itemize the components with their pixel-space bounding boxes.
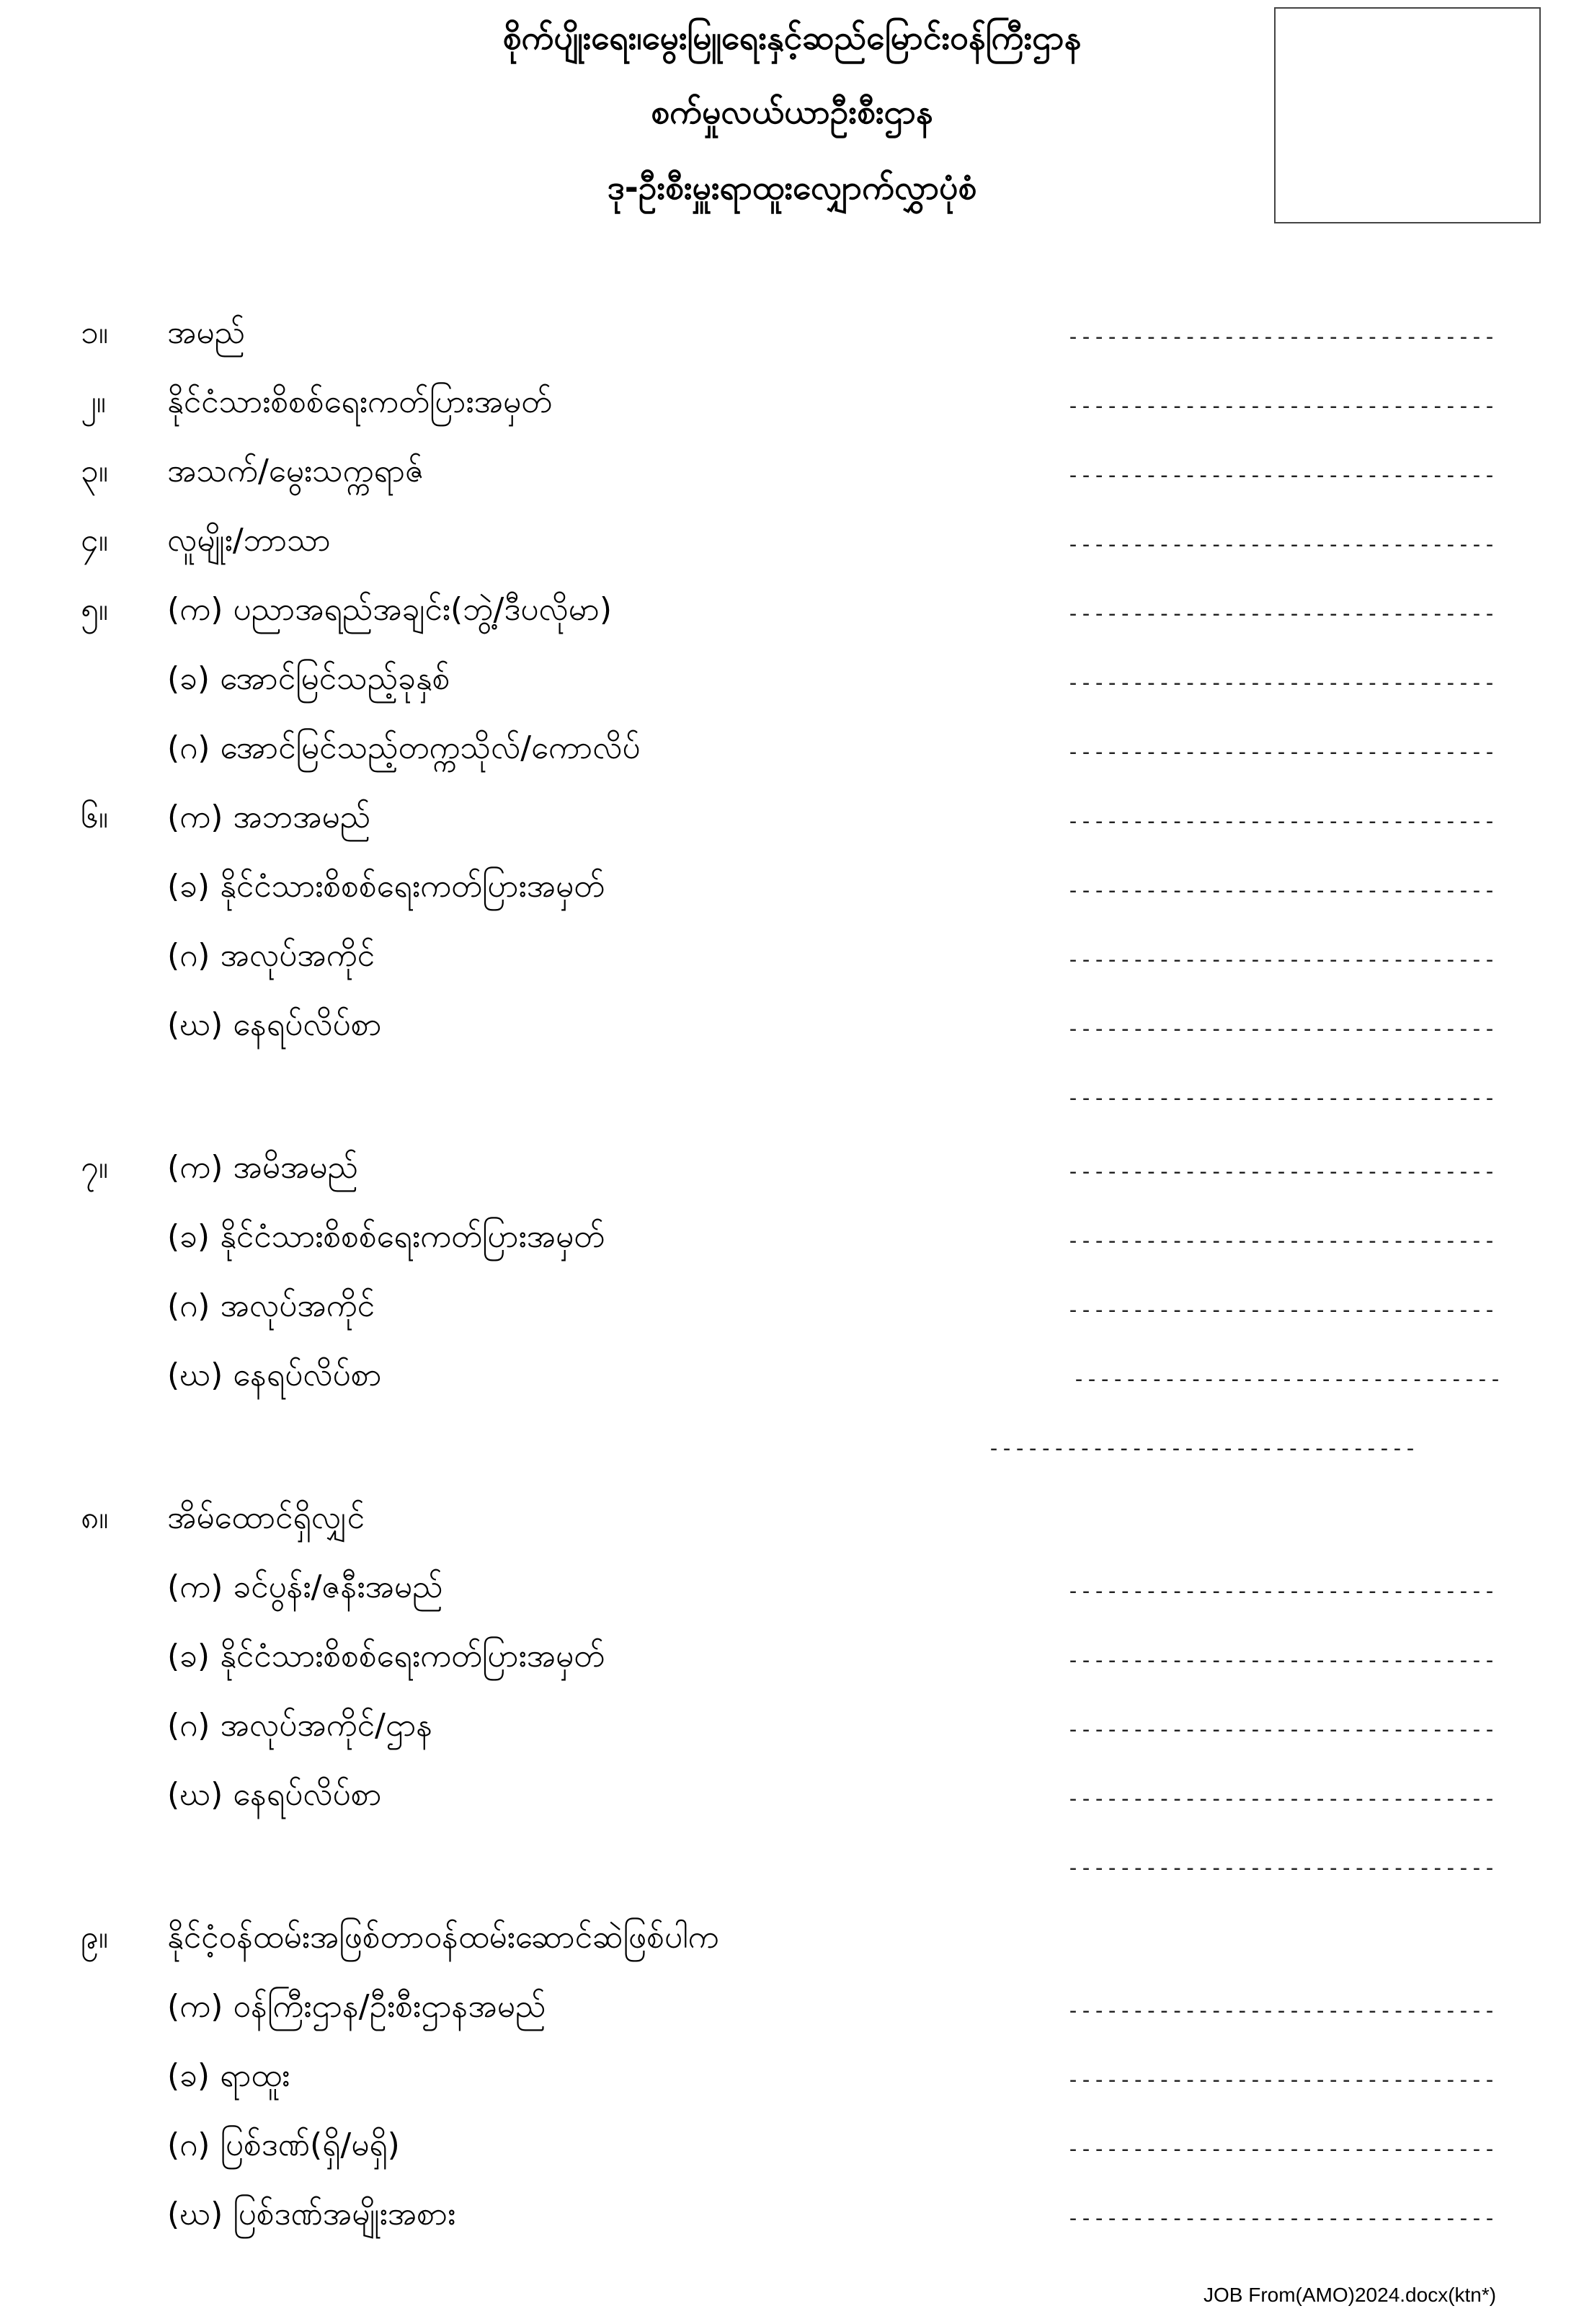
field-father-occupation[interactable]: --------------------------------- bbox=[1067, 947, 1497, 972]
field-ministry-department[interactable]: --------------------------------- bbox=[1067, 1998, 1497, 2023]
item-number-7: ၇။ bbox=[81, 1149, 109, 1186]
label-penalty: (ဂ) ပြစ်ဒဏ်(ရှိ/မရှိ) bbox=[167, 2126, 400, 2163]
field-education[interactable]: --------------------------------- bbox=[1067, 601, 1497, 626]
field-father-address-line2[interactable]: --------------------------------- bbox=[1067, 1086, 1497, 1111]
label-mother-occupation: (ဂ) အလုပ်အကိုင် bbox=[167, 1287, 375, 1324]
footer-filename: JOB From(AMO)2024.docx(ktn*) bbox=[1203, 2284, 1497, 2306]
field-spouse-address-line2[interactable]: --------------------------------- bbox=[1067, 1855, 1497, 1881]
label-race-religion: လူမျိုး/ဘာသာ bbox=[167, 522, 331, 559]
label-position: (ခ) ရာထူး bbox=[167, 2057, 290, 2094]
label-penalty-type: (ဃ) ပြစ်ဒဏ်အမျိုးအစား bbox=[167, 2196, 456, 2232]
label-father-nrc: (ခ) နိုင်ငံသားစိစစ်ရေးကတ်ပြားအမှတ် bbox=[167, 868, 605, 905]
label-nrc: နိုင်ငံသားစိစစ်ရေးကတ်ပြားအမှတ် bbox=[167, 383, 552, 420]
field-father-address[interactable]: --------------------------------- bbox=[1067, 1016, 1497, 1042]
item-number-2: ၂။ bbox=[81, 383, 106, 420]
label-age-dob: အသက်/မွေးသက္ကရာဇ် bbox=[167, 453, 424, 489]
label-civil-servant: နိုင်ငံ့ဝန်ထမ်းအဖြစ်တာဝန်ထမ်းဆောင်ဆဲဖြစ်ပါက bbox=[167, 1919, 719, 1956]
field-position[interactable]: --------------------------------- bbox=[1067, 2067, 1497, 2093]
item-number-6: ၆။ bbox=[81, 799, 109, 835]
label-name: အမည် bbox=[167, 314, 246, 351]
field-father-nrc[interactable]: --------------------------------- bbox=[1067, 878, 1497, 903]
label-father-address: (ဃ) နေရပ်လိပ်စာ bbox=[167, 1006, 382, 1043]
field-nrc[interactable]: --------------------------------- bbox=[1067, 394, 1497, 419]
item-number-1: ၁။ bbox=[81, 314, 109, 351]
field-mother-name[interactable]: --------------------------------- bbox=[1067, 1159, 1497, 1184]
item-number-9: ၉။ bbox=[81, 1919, 109, 1956]
label-father-occupation: (ဂ) အလုပ်အကိုင် bbox=[167, 937, 375, 974]
field-mother-address-line2[interactable]: --------------------------------- bbox=[987, 1436, 1418, 1461]
field-spouse-name[interactable]: --------------------------------- bbox=[1067, 1579, 1497, 1604]
field-mother-address[interactable]: --------------------------------- bbox=[1072, 1367, 1503, 1392]
field-spouse-occupation[interactable]: --------------------------------- bbox=[1067, 1717, 1497, 1742]
item-number-8: ၈။ bbox=[81, 1499, 109, 1536]
form-title: ဒု-ဦးစီးမှူးရာထူးလျှောက်လွှာပုံစံ bbox=[607, 168, 977, 207]
label-mother-name: (က) အမိအမည် bbox=[167, 1149, 358, 1186]
field-mother-occupation[interactable]: --------------------------------- bbox=[1067, 1298, 1497, 1323]
label-spouse-address: (ဃ) နေရပ်လိပ်စာ bbox=[167, 1776, 382, 1813]
field-father-name[interactable]: --------------------------------- bbox=[1067, 809, 1497, 834]
item-number-3: ၃။ bbox=[81, 453, 109, 489]
label-ministry-department: (က) ဝန်ကြီးဌာန/ဦးစီးဌာနအမည် bbox=[167, 1988, 546, 2025]
field-age-dob[interactable]: --------------------------------- bbox=[1067, 463, 1497, 488]
field-university[interactable]: --------------------------------- bbox=[1067, 740, 1497, 765]
item-number-5: ၅။ bbox=[81, 591, 109, 628]
field-penalty[interactable]: --------------------------------- bbox=[1067, 2137, 1497, 2162]
label-education: (က) ပညာအရည်အချင်း(ဘွဲ့/ဒီပလိုမာ) bbox=[167, 591, 613, 628]
field-spouse-address[interactable]: --------------------------------- bbox=[1067, 1786, 1497, 1811]
field-spouse-nrc[interactable]: --------------------------------- bbox=[1067, 1648, 1497, 1673]
field-name[interactable]: --------------------------------- bbox=[1067, 324, 1497, 350]
label-if-married: အိမ်ထောင်ရှိလျှင် bbox=[167, 1499, 365, 1536]
field-penalty-type[interactable]: --------------------------------- bbox=[1067, 2206, 1497, 2231]
label-mother-address: (ဃ) နေရပ်လိပ်စာ bbox=[167, 1357, 382, 1393]
label-mother-nrc: (ခ) နိုင်ငံသားစိစစ်ရေးကတ်ပြားအမှတ် bbox=[167, 1218, 605, 1255]
ministry-title: စိုက်ပျိုးရေး၊မွေးမြူရေးနှင့်ဆည်မြောင်းဝန်ကြီးဌာန bbox=[502, 18, 1082, 57]
label-spouse-occupation: (ဂ) အလုပ်အကိုင်/ဌာန bbox=[167, 1707, 433, 1744]
label-father-name: (က) အဘအမည် bbox=[167, 799, 371, 835]
field-mother-nrc[interactable]: --------------------------------- bbox=[1067, 1228, 1497, 1254]
label-spouse-name: (က) ခင်ပွန်း/ဇနီးအမည် bbox=[167, 1569, 443, 1605]
field-graduation-year[interactable]: --------------------------------- bbox=[1067, 670, 1497, 696]
label-university: (ဂ) အောင်မြင်သည့်တက္ကသိုလ်/ကောလိပ် bbox=[167, 729, 641, 766]
department-title: စက်မှုလယ်ယာဦးစီးဌာန bbox=[651, 92, 933, 131]
field-race-religion[interactable]: --------------------------------- bbox=[1067, 532, 1497, 557]
photo-box bbox=[1274, 7, 1541, 223]
label-spouse-nrc: (ခ) နိုင်ငံသားစိစစ်ရေးကတ်ပြားအမှတ် bbox=[167, 1638, 605, 1675]
label-graduation-year: (ခ) အောင်မြင်သည့်ခုနှစ် bbox=[167, 660, 450, 697]
item-number-4: ၄။ bbox=[81, 522, 109, 559]
